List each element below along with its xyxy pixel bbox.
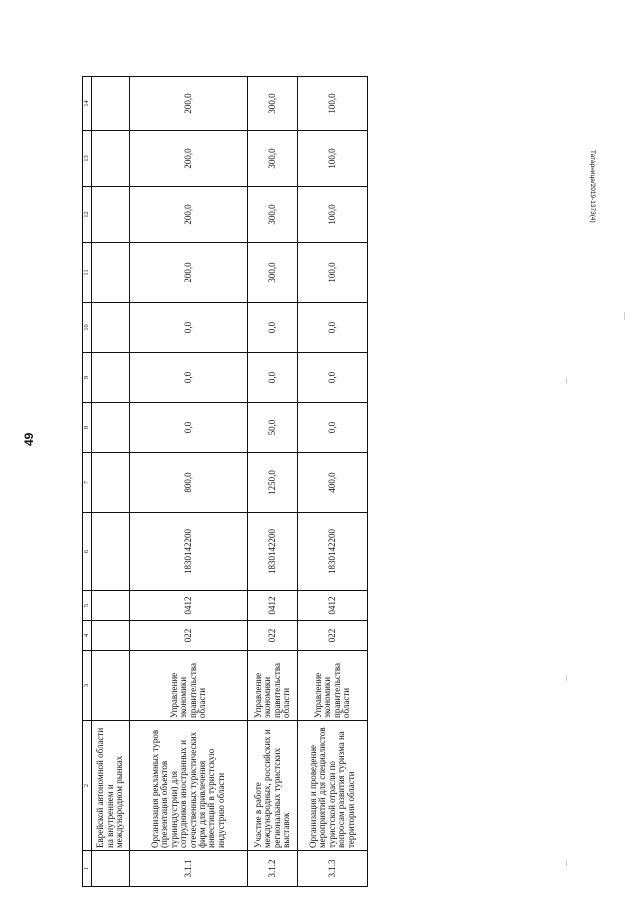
table-cell [92,303,130,353]
continuation-text: Еврейской автономной области на внутреннем и международном рынках [92,721,130,851]
header-cell: 6 [83,513,92,591]
cell-c6: 1830142200 [298,513,368,591]
table-cell [92,243,130,303]
table-cell [92,591,130,621]
cell-c4: 022 [130,621,248,651]
table-cell [92,353,130,403]
cell-c7: 1250,0 [248,453,298,513]
cell-c9: 0,0 [130,353,248,403]
cell-c14: 100,0 [298,77,368,131]
row-executor: Управление экономики правительства области [248,651,298,721]
table-cell [92,851,130,887]
header-row [83,77,92,887]
cell-c12: 100,0 [298,187,368,243]
cell-c12: 300,0 [248,187,298,243]
header-cell: 10 [83,303,92,353]
cell-c7: 400,0 [298,453,368,513]
cell-c5: 0412 [130,591,248,621]
page-number: 49 [22,432,36,446]
cell-c14: 200,0 [130,77,248,131]
header-cell: 8 [83,403,92,453]
cell-c10: 0,0 [298,303,368,353]
row-executor: Управление экономики правительства области [298,651,368,721]
document-stamp: Татарница/2019-1373(4) [589,150,596,223]
cell-c5: 0412 [248,591,298,621]
row-number: 3.1.1 [130,851,248,887]
scan-artifact [624,312,625,320]
table-cell [92,187,130,243]
cell-c11: 300,0 [248,243,298,303]
header-cell: 9 [83,353,92,403]
cell-c8: 0,0 [298,403,368,453]
cell-c13: 100,0 [298,131,368,187]
cell-c14: 300,0 [248,77,298,131]
cell-c8: 50,0 [248,403,298,453]
header-cell: 1 [83,851,92,887]
cell-c4: 022 [248,621,298,651]
cell-c6: 1830142200 [248,513,298,591]
header-cell: 13 [83,131,92,187]
cell-c8: 0,0 [130,403,248,453]
cell-c11: 200,0 [130,243,248,303]
continuation-row [92,77,130,887]
cell-c10: 0,0 [130,303,248,353]
rotated-table-container [82,77,356,887]
cell-c11: 100,0 [298,243,368,303]
header-cell: 11 [83,243,92,303]
cell-c9: 0,0 [248,353,298,403]
cell-c10: 0,0 [248,303,298,353]
cell-c12: 200,0 [130,187,248,243]
scan-artifact [566,675,567,681]
header-cell: 5 [83,591,92,621]
row-number: 3.1.2 [248,851,298,887]
table-cell [92,513,130,591]
scan-artifact [566,860,567,866]
table-cell [92,131,130,187]
cell-c4: 022 [298,621,368,651]
header-cell: 7 [83,453,92,513]
cell-c5: 0412 [298,591,368,621]
row-name: Организация и проведение мероприятий для специалистов туристской отрасли по вопросам развития туризма на территории области [298,721,368,851]
table-cell [92,453,130,513]
header-cell: 12 [83,187,92,243]
cell-c13: 200,0 [130,131,248,187]
header-cell: 2 [83,721,92,851]
budget-table [82,76,368,887]
row-name: Организация рекламных туров (презентация объектов турииндустрии) для сотрудников иностранных и отечественных туристических фирм для привлечения инвестиций в туристскую индустрию области [130,721,248,851]
table-row [298,77,368,887]
table-cell [92,77,130,131]
cell-c7: 800,0 [130,453,248,513]
table-cell [92,651,130,721]
header-cell: 14 [83,77,92,131]
row-executor: Управление экономики правительства области [130,651,248,721]
table-row [130,77,248,887]
row-name: Участие в работе международных, российских и региональных туристских выставок [248,721,298,851]
table-row [248,77,298,887]
cell-c6: 1830142200 [130,513,248,591]
cell-c9: 0,0 [298,353,368,403]
table-cell [92,403,130,453]
cell-c13: 300,0 [248,131,298,187]
header-cell: 4 [83,621,92,651]
header-cell: 3 [83,651,92,721]
scan-artifact [566,378,567,384]
row-number: 3.1.3 [298,851,368,887]
table-cell [92,621,130,651]
